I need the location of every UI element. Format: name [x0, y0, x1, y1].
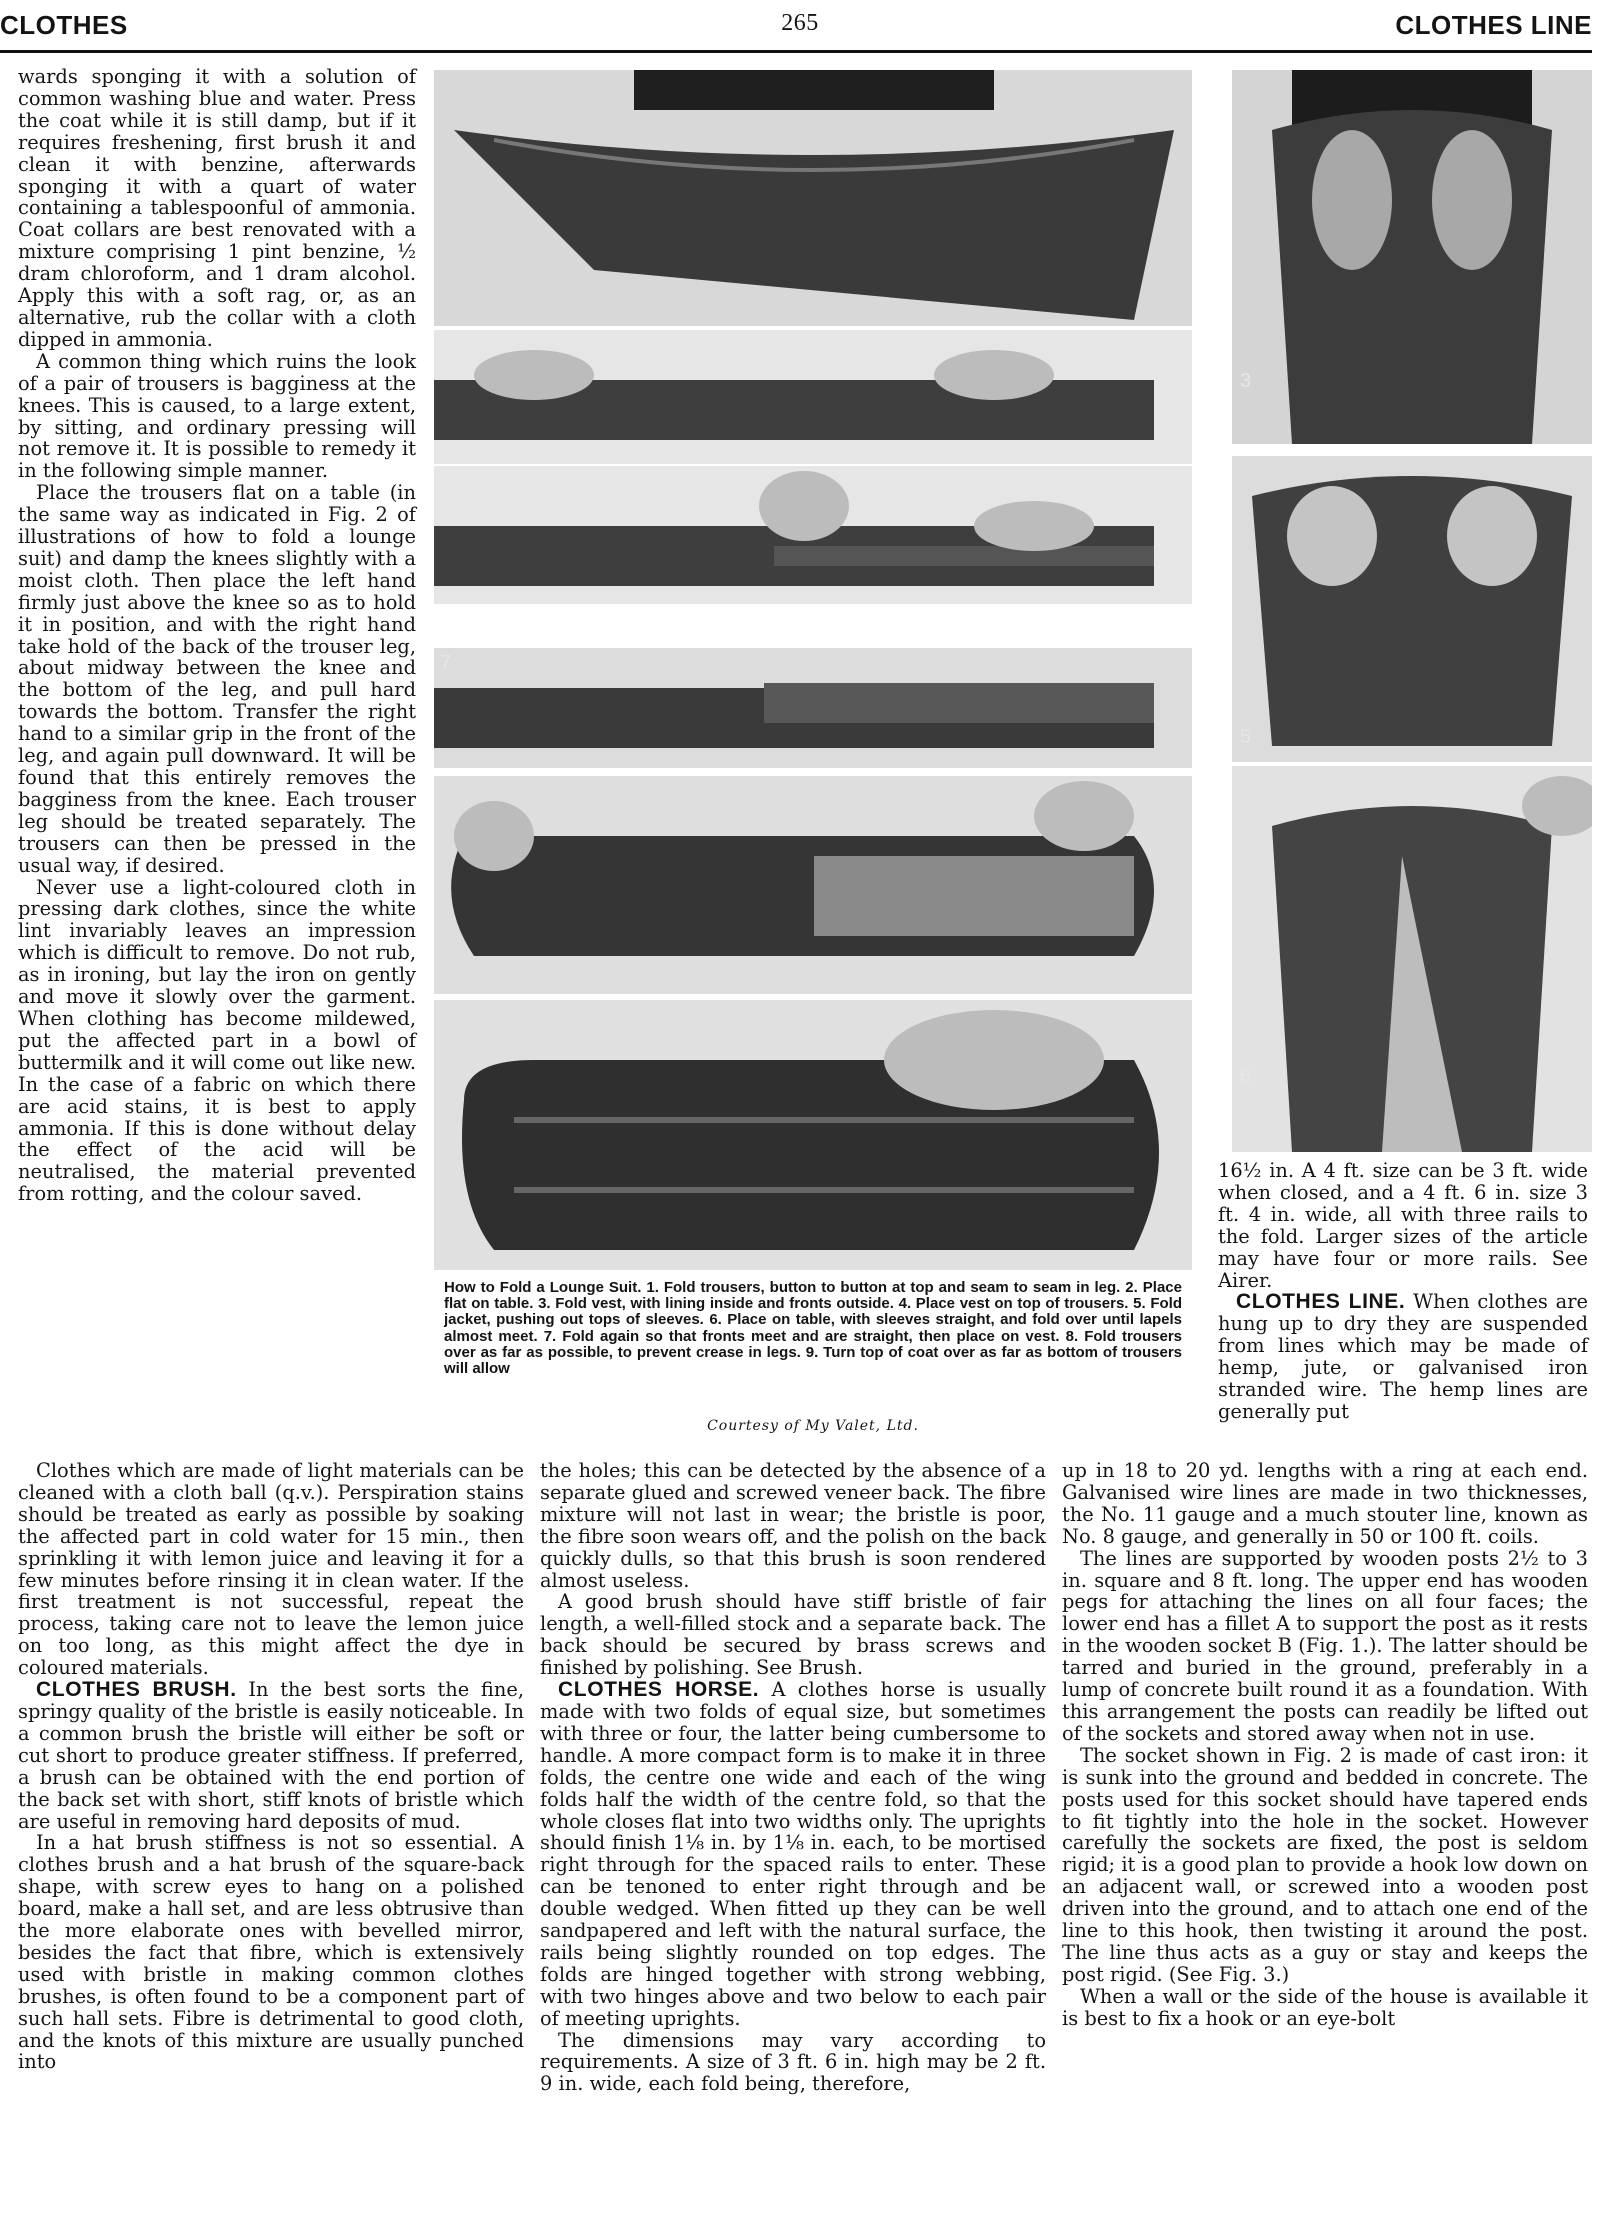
- paragraph: A good brush should have stiff bristle of fair length, a well-filled stock and a separate back. The back should be secured by brass screws and finished by polishing. See Brush.: [540, 1590, 1046, 1680]
- paragraph: Clothes which are made of light materials can be cleaned with a cloth ball (q.v.). Perspiration stains should be treated as early as possible by soaking the affected part in cold water for 15 min., then sprinkling it with lemon juice and leaving it for a few minutes before rinsing it in clean water. If the first treatment is not successful, repeat the process, taking care not to leave the lemon juice on too long, as this might affect the dye in coloured materials.: [18, 1459, 524, 1680]
- column-1-upper: [18, 66, 416, 1205]
- column-1-lower: [18, 1460, 524, 2073]
- figure-number-6: 6: [1240, 1066, 1252, 1088]
- photo-fold-3: [434, 466, 1192, 604]
- heading-clothes-horse: CLOTHES HORSE.: [558, 1678, 760, 1702]
- figure-number-5: 5: [1240, 726, 1252, 748]
- heading-clothes-brush: CLOTHES BRUSH.: [36, 1678, 237, 1702]
- paragraph: 16½ in. A 4 ft. size can be 3 ft. wide when closed, and a 4 ft. 6 in. size 3 ft. 4 in. wide, all with three rails to the fold. Larger sizes of the article may have four or more rails. See Airer.: [1218, 1159, 1588, 1292]
- header-rule: [0, 50, 1592, 53]
- photo-vest-3: [1232, 70, 1592, 444]
- paragraph: The socket shown in Fig. 2 is made of cast iron: it is sunk into the ground and bedded in concrete. The posts used for this socket should have tapered ends to fit tightly into the hole in the socket. However carefully the sockets are fixed, the post is seldom rigid; it is a good plan to provide a hook low down on an adjacent wall, or screwed into a wooden post driven into the ground, and to attach one end of the line to this hook, then twisting it around the post. The line thus acts as a guy or stay and keeps the post rigid. (See Fig. 3.): [1062, 1743, 1588, 1986]
- photo-fold-6: [434, 1000, 1192, 1270]
- paragraph: When clothes are hung up to dry they are suspended from lines which may be made of hemp, jute, or galvanised iron stranded wire. The hemp lines are generally put: [1218, 1290, 1588, 1423]
- header-left: CLOTHES: [0, 10, 128, 40]
- paragraph: Place the trousers flat on a table (in the same way as indicated in Fig. 2 of illustrations of how to fold a lounge suit) and damp the knees slightly with a moist cloth. Then place the left hand firmly just above the knee so as to hold it in position, and with the right hand take hold of the back of the trouser leg, about midway between the knee and the bottom of the leg, and pull hard towards the bottom. Transfer the right hand to a similar grip in the front of the leg, and again pull downward. It will be found that this entirely removes the bagginess from the knee. Each trouser leg should be treated separately. The trousers can then be pressed in the usual way, if desired.: [18, 481, 416, 877]
- paragraph: In the best sorts the fine, springy quality of the bristle is easily noticeable. In a common brush the bristle will either be soft or cut short to produce greater stiffness. If preferred, a brush can be obtained with the end portion of the back set with short, stiff knots of bristle which are useful in removing hard deposits of mud.: [18, 1678, 524, 1833]
- photo-fold-1: [434, 70, 1192, 326]
- paragraph: wards sponging it with a solution of common washing blue and water. Press the coat while it is still damp, but if it requires freshening, first brush it and clean it with benzine, afterwards sponging it with a quart of water containing a tablespoonful of ammonia. Coat collars are best renovated with a mixture comprising 1 pint benzine, ½ dram chloroform, and 1 dram alcohol. Apply this with a soft rag, or, as an alternative, rub the collar with a cloth dipped in ammonia.: [18, 65, 416, 351]
- paragraph: The dimensions may vary according to requirements. A size of 3 ft. 6 in. high may be 2 ft. 9 in. wide, each fold being, therefore,: [540, 2028, 1046, 2096]
- photo-fold-2: [434, 330, 1192, 464]
- paragraph: A clothes horse is usually made with two folds of equal size, but sometimes with three or four, the latter being cumbersome to handle. A more compact form is to make it in three folds, the centre one wide and each of the wing folds half the width of the centre fold, so that the whole closes flat into two widths only. The uprights should finish 1⅛ in. by 1⅛ in. each, to be mortised right through for the spaced rails to enter. These can be tenoned to enter right through and be double wedged. When fitted up they can be well sandpapered and left with the natural surface, the rails being slightly rounded on top edges. The folds are hinged together with strong webbing, with two hinges above and two below to each pair of meeting uprights.: [540, 1678, 1046, 2030]
- paragraph: Never use a light-coloured cloth in pressing dark clothes, since the white lint invariably leaves an impression which is difficult to remove. Do not rub, as in ironing, but lay the iron on gently and move it slowly over the garment. When clothing has become mildewed, put the affected part in a bowl of buttermilk and it will come out like new. In the case of a fabric on which there are acid stains, it is best to apply ammonia. If this is done without delay the effect of the acid will be neutralised, the material prevented from rotting, and the colour saved.: [18, 875, 416, 1206]
- header-right: CLOTHES LINE: [1395, 10, 1592, 40]
- page-number: 265: [781, 10, 819, 36]
- column-3-upper: [1218, 1160, 1588, 1423]
- figure-number-3: 3: [1240, 370, 1252, 392]
- paragraph: up in 18 to 20 yd. lengths with a ring at each end. Galvanised wire lines are made in two thicknesses, the No. 11 gauge and a much stouter line, known as No. 8 gauge, and generally in 50 or 100 ft. coils.: [1062, 1459, 1588, 1548]
- paragraph: The lines are supported by wooden posts 2½ to 3 in. square and 8 ft. long. The upper end has wooden pegs for attaching the lines on all four faces; the lower end has a fillet A to support the post as it rests in the wooden socket B (Fig. 1.). The latter should be tarred and buried in the ground, preferably in a lump of concrete built round it as a foundation. With this arrangement the posts can readily be lifted out of the sockets and stored away when not in use.: [1062, 1546, 1588, 1745]
- figure-courtesy: Courtesy of My Valet, Ltd.: [707, 1418, 919, 1434]
- figure-number-7: 7: [440, 652, 452, 674]
- heading-clothes-line: CLOTHES LINE.: [1236, 1290, 1406, 1314]
- figure-caption: How to Fold a Lounge Suit. 1. Fold trousers, button to button at top and seam to seam in leg. 2. Place flat on table. 3. Fold vest, with lining inside and fronts outside. 4. Place vest on top of trousers. 5. Fold jacket, pushing out tops of sleeves. 6. Place on table, with sleeves straight, and fold over until lapels almost meet. 7. Fold again so that fronts meet and are straight, then place on vest. 8. Fold trousers over as far as possible, to prevent crease in legs. 9. Turn top of coat over as far as bottom of trousers will allow: [444, 1279, 1182, 1378]
- paragraph: A common thing which ruins the look of a pair of trousers is bagginess at the knees. This is caused, to a large extent, by sitting, and ordinary pressing will not remove it. It is possible to remedy it in the following simple manner.: [18, 349, 416, 483]
- photo-fold-4: [434, 648, 1192, 768]
- paragraph: the holes; this can be detected by the absence of a separate glued and screwed veneer back. The fibre mixture will not last in wear; the bristle is poor, the fibre soon wears off, and the polish on the back quickly dulls, so that this brush is soon rendered almost useless.: [540, 1459, 1046, 1592]
- photo-fold-5: [434, 776, 1192, 994]
- column-2: [540, 1460, 1046, 2095]
- photo-jacket-6: [1232, 766, 1592, 1152]
- paragraph: When a wall or the side of the house is available it is best to fix a hook or an eye-bolt: [1062, 1984, 1588, 2030]
- running-header: [0, 0, 1600, 56]
- paragraph: In a hat brush stiffness is not so essential. A clothes brush and a hat brush of the square-back shape, with screw eyes to hang on a polished board, make a hall set, and are less obtrusive than the more elaborate ones with bevelled mirror, besides the fact that fibre, which is extensively used with bristle in making common clothes brushes, is often found to be a component part of such hall sets. Fibre is detrimental to good cloth, and the knots of this mixture are usually punched into: [18, 1831, 524, 2074]
- column-3-lower: [1062, 1460, 1588, 2030]
- photo-jacket-5: [1232, 456, 1592, 762]
